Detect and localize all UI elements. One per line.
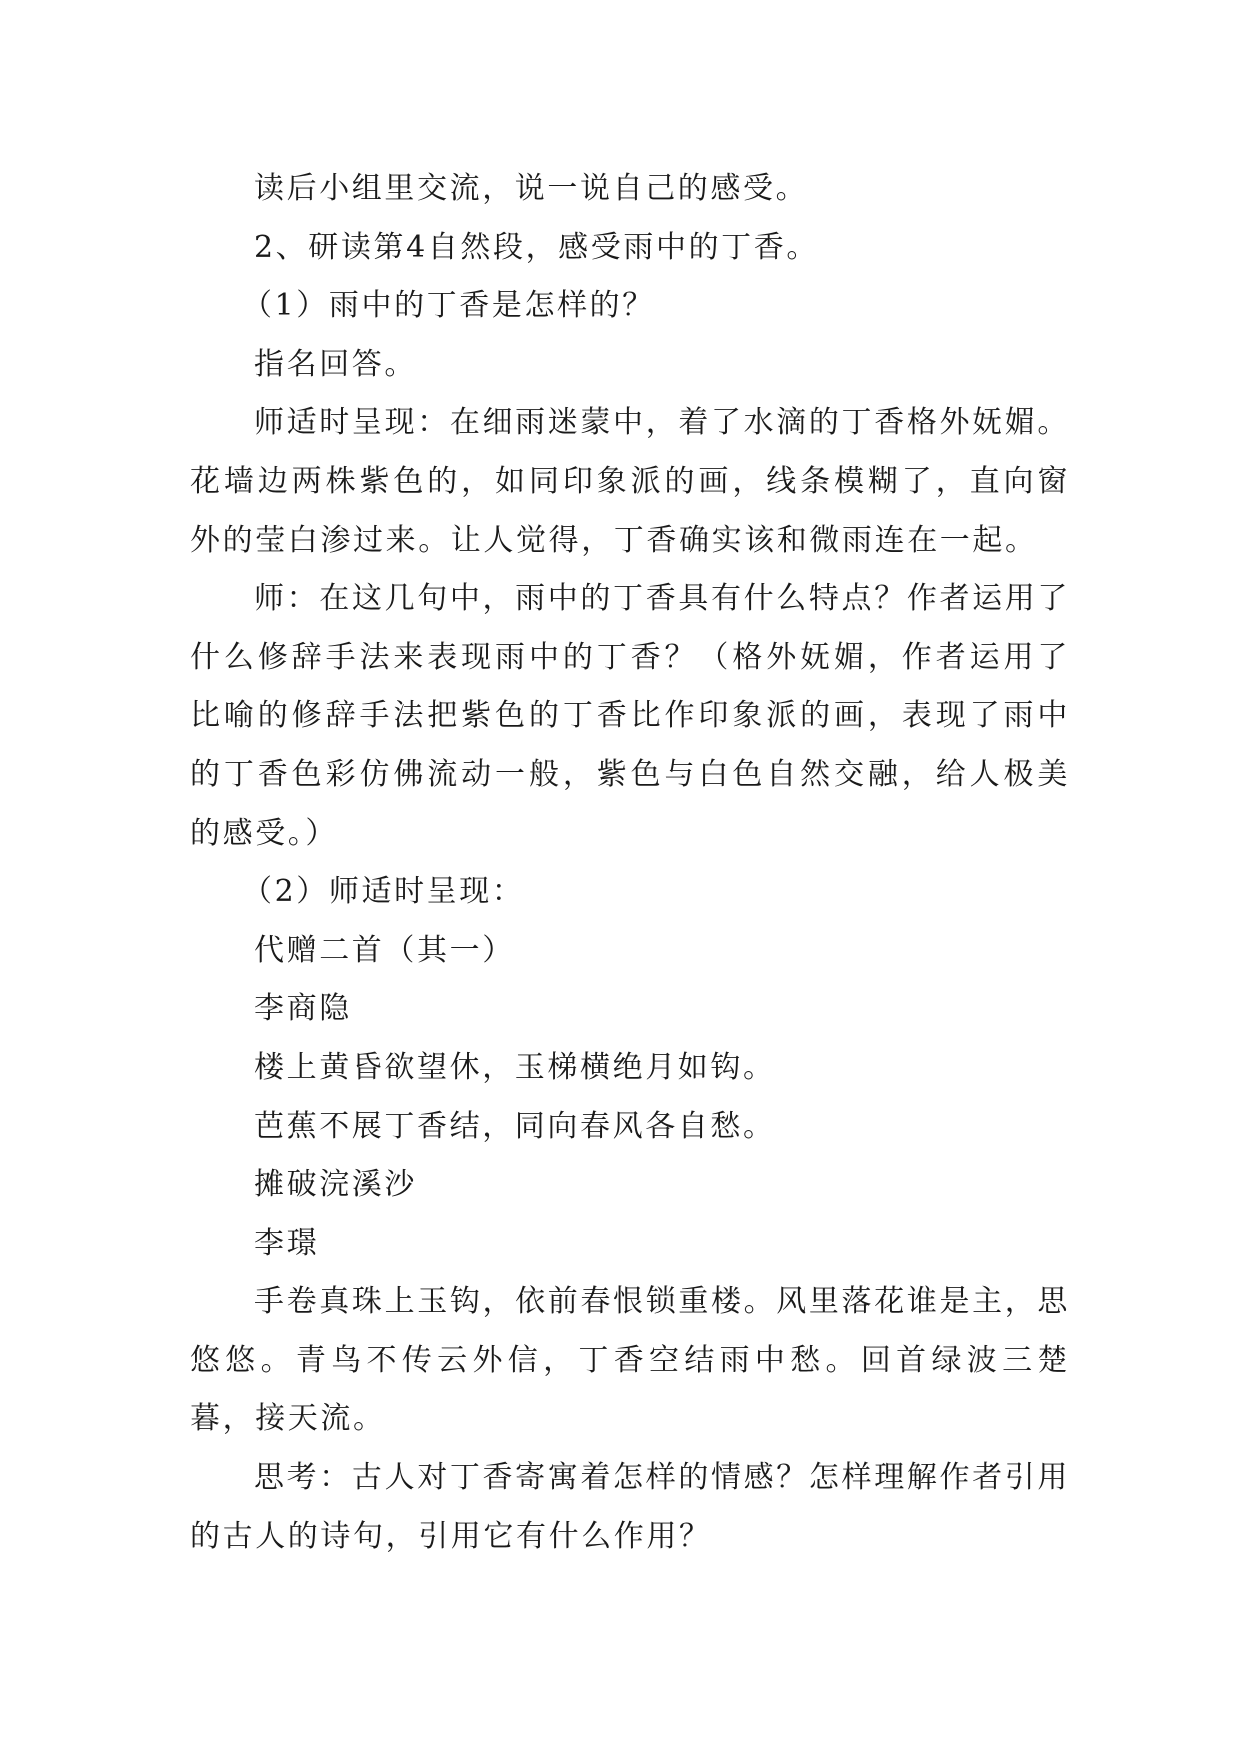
- paragraph: （1）雨中的丁香是怎样的？: [242, 288, 655, 324]
- poem-title: 代赠二首（其一）: [254, 932, 515, 968]
- poem-author: 李商隐: [254, 991, 352, 1027]
- paragraph: 师：在这几句中，雨中的丁香具有什么特点？作者运用了什么修辞手法来表现雨中的丁香？（格外妩媚，作者运用了比喻的修辞手法把紫色的丁香比作印象派的画，表现了雨中的丁香色彩仿佛流动一般，紫色与白色自然交融，给人极美的感受。）: [190, 581, 1070, 851]
- poem-title: 摊破浣溪沙: [254, 1167, 417, 1203]
- poem-line: 楼上黄昏欲望休，玉梯横绝月如钩。: [254, 1049, 776, 1085]
- paragraph: 读后小组里交流，说一说自己的感受。: [254, 171, 809, 206]
- document-body: [190, 160, 1070, 1566]
- poem-text: 手卷真珠上玉钩，依前春恨锁重楼。风里落花谁是主，思悠悠。青鸟不传云外信，丁香空结雨中愁。回首绿波三楚暮，接天流。: [190, 1284, 1070, 1437]
- poem-line: 芭蕉不展丁香结，同向春风各自愁。: [254, 1108, 776, 1144]
- paragraph: 2、研读第4自然段，感受雨中的丁香。: [254, 229, 819, 265]
- paragraph: 师适时呈现：在细雨迷蒙中，着了水滴的丁香格外妩媚。花墙边两株紫色的，如同印象派的画，线条模糊了，直向窗外的莹白渗过来。让人觉得，丁香确实该和微雨连在一起。: [190, 405, 1070, 558]
- paragraph: 思考：古人对丁香寄寓着怎样的情感？怎样理解作者引用的古人的诗句，引用它有什么作用？: [190, 1460, 1070, 1554]
- poem-author: 李璟: [254, 1225, 320, 1261]
- paragraph: 指名回答。: [254, 346, 417, 382]
- paragraph: （2）师适时呈现：: [242, 874, 525, 910]
